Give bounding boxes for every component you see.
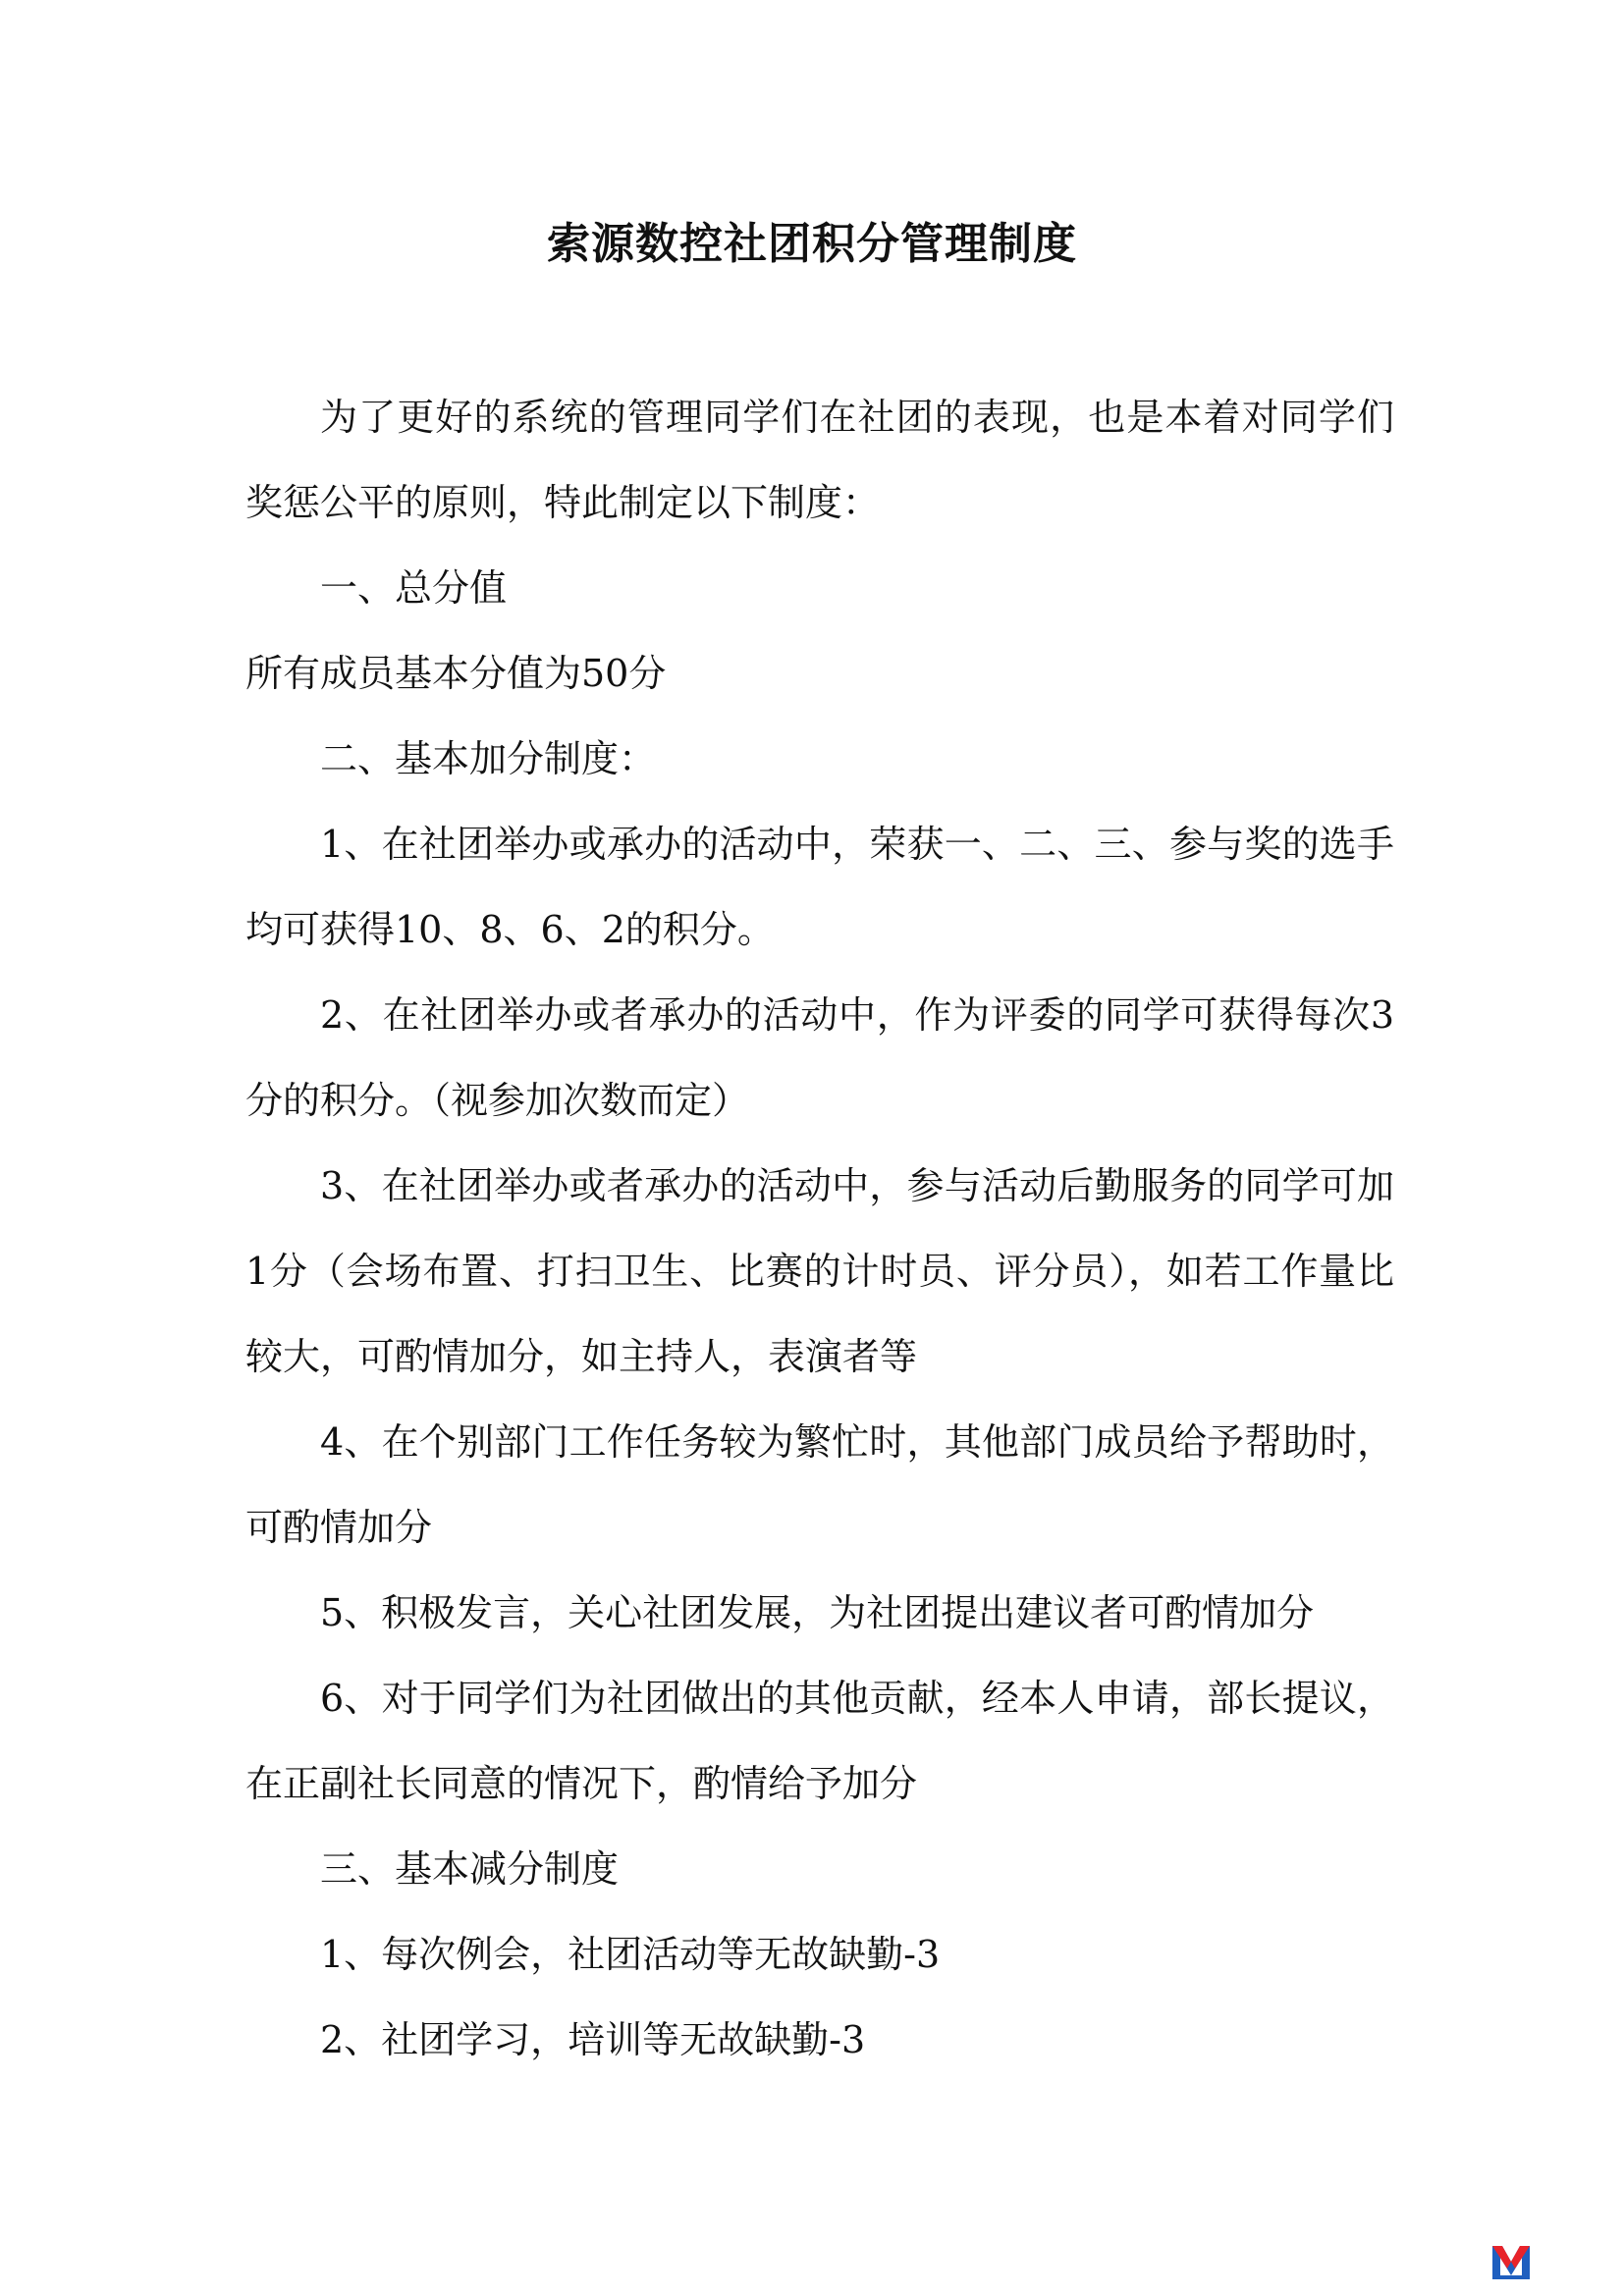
section-heading-bonus: 二、基本加分制度：: [320, 737, 657, 780]
paragraph-intro: 为了更好的系统的管理同学们在社团的表现，也是本着对同学们奖惩公平的原则，特此制定以下制度：: [245, 396, 1394, 524]
bonus-rule-2: 2、在社团举办或者承办的活动中，作为评委的同学可获得每次3分的积分。（视参加次数而定）: [245, 993, 1394, 1122]
document-title: 索源数控社团积分管理制度: [547, 219, 1077, 269]
section-heading-total: 一、总分值: [320, 566, 508, 610]
bonus-rule-4: 4、在个别部门工作任务较为繁忙时，其他部门成员给予帮助时，可酌情加分: [245, 1420, 1394, 1549]
m-logo-icon: [1490, 2242, 1532, 2281]
bonus-rule-6: 6、对于同学们为社团做出的其他贡献，经本人申请，部长提议，在正副社长同意的情况下，酌情给予加分: [245, 1677, 1394, 1805]
document-body: [245, 375, 1394, 2083]
bonus-rule-3: 3、在社团举办或者承办的活动中，参与活动后勤服务的同学可加1分（会场布置、打扫卫生、比赛的计时员、评分员），如若工作量比较大，可酌情加分，如主持人，表演者等: [245, 1164, 1394, 1378]
bonus-rule-5: 5、积极发言，关心社团发展，为社团提出建议者可酌情加分: [320, 1591, 1315, 1634]
bonus-rule-1: 1、在社团举办或承办的活动中，荣获一、二、三、参与奖的选手均可获得10、8、6、2的积分。: [245, 823, 1394, 951]
deduction-rule-1: 1、每次例会，社团活动等无故缺勤-3: [320, 1933, 941, 1976]
paragraph-base-score: 所有成员基本分值为50分: [245, 652, 667, 695]
section-heading-deduction: 三、基本减分制度: [320, 1847, 620, 1891]
deduction-rule-2: 2、社团学习，培训等无故缺勤-3: [320, 2018, 866, 2061]
